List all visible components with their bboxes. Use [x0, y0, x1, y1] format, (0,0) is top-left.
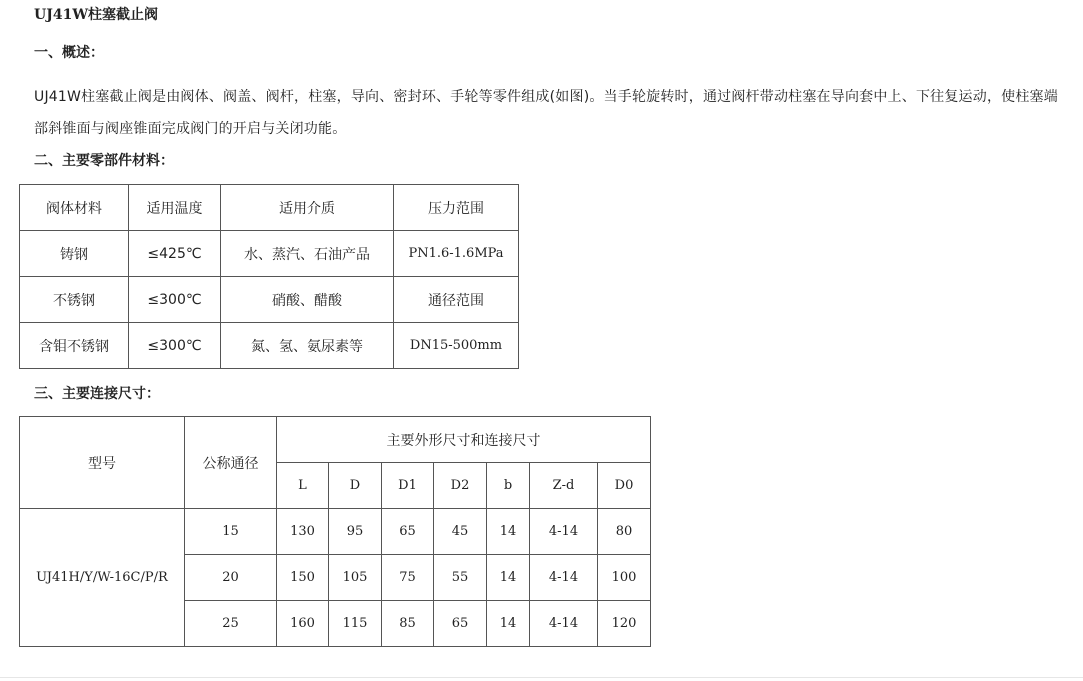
dimensions-table — [19, 416, 651, 647]
table-cell: 20 — [185, 555, 277, 601]
materials-header-row — [20, 185, 519, 231]
table-cell: 100 — [598, 555, 651, 601]
section-heading-dimensions: 三、主要连接尺寸： — [34, 386, 160, 402]
materials-header-cell: 适用介质 — [221, 185, 394, 231]
table-cell: 115 — [329, 601, 382, 647]
dimension-header-cell: D2 — [434, 463, 487, 509]
table-cell: 4-14 — [530, 509, 598, 555]
table-cell: 160 — [277, 601, 329, 647]
table-row — [20, 231, 519, 277]
table-cell: 不锈钢 — [20, 277, 129, 323]
table-cell: 65 — [434, 601, 487, 647]
table-cell: 通径范围 — [394, 277, 519, 323]
dimension-header-cell: D1 — [382, 463, 434, 509]
table-cell: 15 — [185, 509, 277, 555]
model-cell: UJ41H/Y/W-16C/P/R — [20, 509, 185, 647]
dimension-header-cell: b — [487, 463, 530, 509]
table-cell: 65 — [382, 509, 434, 555]
group-header-cell: 主要外形尺寸和连接尺寸 — [277, 417, 651, 463]
table-cell: ≤425℃ — [129, 231, 221, 277]
section-heading-overview: 一、概述： — [34, 45, 104, 61]
table-cell: 85 — [382, 601, 434, 647]
table-cell: 铸钢 — [20, 231, 129, 277]
table-cell: 4-14 — [530, 601, 598, 647]
section-heading-materials: 二、主要零部件材料： — [34, 153, 174, 169]
dimension-header-cell: D — [329, 463, 382, 509]
table-cell: 120 — [598, 601, 651, 647]
overview-paragraph: UJ41W柱塞截止阀是由阀体、阀盖、阀杆，柱塞，导向、密封环、手轮等零件组成(如图)。当手轮旋转时，通过阀杆带动柱塞在导向套中上、下往复运动，使柱塞端部斜锥面与阀座锥面完成阀门的开启与关闭功能。 — [34, 89, 1058, 137]
table-cell: DN15-500mm — [394, 323, 519, 369]
materials-header-cell: 压力范围 — [394, 185, 519, 231]
dimension-header-cell: Z-d — [530, 463, 598, 509]
table-cell: 95 — [329, 509, 382, 555]
table-cell: 80 — [598, 509, 651, 555]
table-cell: 氮、氢、氨尿素等 — [221, 323, 394, 369]
table-row — [20, 277, 519, 323]
table-cell: 14 — [487, 555, 530, 601]
table-cell: ≤300℃ — [129, 323, 221, 369]
dn-header-cell: 公称通径 — [185, 417, 277, 509]
materials-table — [19, 184, 519, 369]
table-cell: 14 — [487, 509, 530, 555]
table-cell: ≤300℃ — [129, 277, 221, 323]
table-cell: 4-14 — [530, 555, 598, 601]
materials-header-cell: 阀体材料 — [20, 185, 129, 231]
table-cell: PN1.6-1.6MPa — [394, 231, 519, 277]
table-cell: 55 — [434, 555, 487, 601]
materials-header-cell: 适用温度 — [129, 185, 221, 231]
table-cell: 含钼不锈钢 — [20, 323, 129, 369]
dimensions-header-row — [20, 417, 651, 463]
table-cell: 水、蒸汽、石油产品 — [221, 231, 394, 277]
table-cell: 硝酸、醋酸 — [221, 277, 394, 323]
table-cell: 150 — [277, 555, 329, 601]
page-bottom-divider — [0, 677, 1083, 678]
dimension-header-cell: D0 — [598, 463, 651, 509]
table-cell: 14 — [487, 601, 530, 647]
table-cell: 130 — [277, 509, 329, 555]
table-cell: 105 — [329, 555, 382, 601]
model-header-cell: 型号 — [20, 417, 185, 509]
table-cell: 25 — [185, 601, 277, 647]
table-row — [20, 509, 651, 555]
document-title: UJ41W柱塞截止阀 — [34, 7, 159, 23]
table-cell: 45 — [434, 509, 487, 555]
dimension-header-cell: L — [277, 463, 329, 509]
table-cell: 75 — [382, 555, 434, 601]
table-row — [20, 323, 519, 369]
